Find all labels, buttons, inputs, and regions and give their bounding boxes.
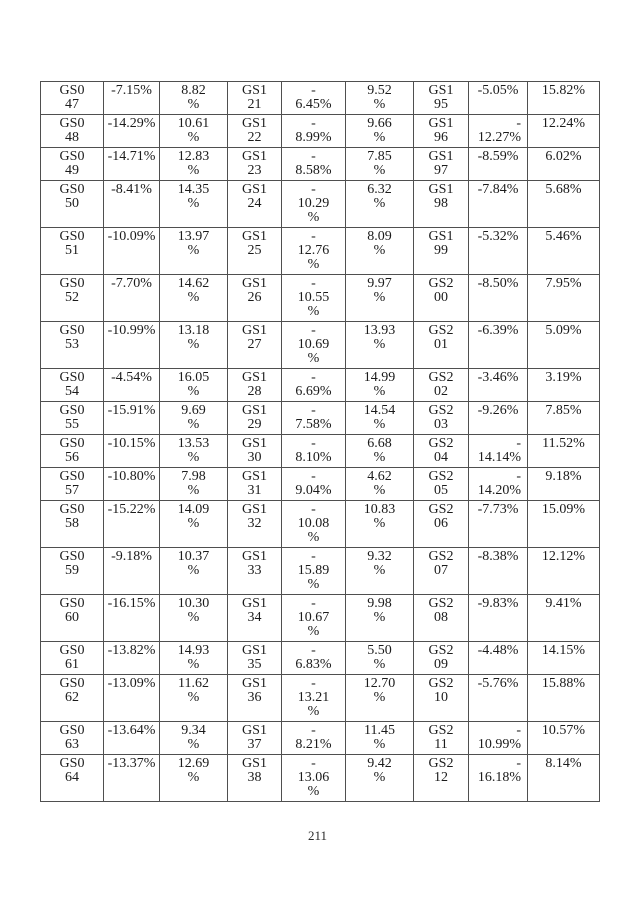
table-cell: GS1 28 (228, 369, 282, 402)
table-cell: 9.32 % (346, 548, 414, 595)
table-cell: GS0 49 (41, 148, 104, 181)
table-row (41, 148, 600, 181)
table-cell: 11.62 % (160, 675, 228, 722)
table-cell: 9.97 % (346, 275, 414, 322)
table-cell: GS1 24 (228, 181, 282, 228)
table-cell: GS0 55 (41, 402, 104, 435)
table-cell: 9.98 % (346, 595, 414, 642)
table-cell: -3.46% (469, 369, 528, 402)
table-cell: GS1 23 (228, 148, 282, 181)
table-cell: GS1 38 (228, 755, 282, 802)
table-cell: -7.73% (469, 501, 528, 548)
table-cell: GS2 00 (414, 275, 469, 322)
table-cell: GS1 21 (228, 82, 282, 115)
table-cell: - 6.45% (282, 82, 346, 115)
table-cell: GS0 58 (41, 501, 104, 548)
table-cell: 6.02% (528, 148, 600, 181)
table-cell: 9.42 % (346, 755, 414, 802)
table-cell: - 8.21% (282, 722, 346, 755)
table-cell: - 10.99% (469, 722, 528, 755)
table-row (41, 181, 600, 228)
table-cell: 5.46% (528, 228, 600, 275)
table-cell: 13.18 % (160, 322, 228, 369)
table-cell: 12.70 % (346, 675, 414, 722)
table-cell: 13.53 % (160, 435, 228, 468)
data-table-body (41, 82, 600, 802)
table-cell: GS0 54 (41, 369, 104, 402)
table-cell: GS1 27 (228, 322, 282, 369)
table-cell: - 7.58% (282, 402, 346, 435)
table-cell: 14.93 % (160, 642, 228, 675)
table-cell: 12.12% (528, 548, 600, 595)
table-cell: 13.97 % (160, 228, 228, 275)
table-cell: - 8.99% (282, 115, 346, 148)
table-row (41, 468, 600, 501)
table-cell: - 10.29 % (282, 181, 346, 228)
table-cell: 10.83 % (346, 501, 414, 548)
table-cell: -8.59% (469, 148, 528, 181)
table-cell: 7.98 % (160, 468, 228, 501)
table-cell: 14.99 % (346, 369, 414, 402)
data-table (40, 81, 600, 802)
table-cell: - 14.20% (469, 468, 528, 501)
table-cell: 5.09% (528, 322, 600, 369)
table-row (41, 322, 600, 369)
table-cell: 9.69 % (160, 402, 228, 435)
table-cell: -8.38% (469, 548, 528, 595)
table-cell: 6.32 % (346, 181, 414, 228)
table-cell: -7.70% (104, 275, 160, 322)
table-cell: -5.76% (469, 675, 528, 722)
table-cell: - 12.27% (469, 115, 528, 148)
table-cell: 9.18% (528, 468, 600, 501)
page-number: 211 (307, 828, 328, 843)
table-cell: -10.09% (104, 228, 160, 275)
table-cell: GS1 35 (228, 642, 282, 675)
table-cell: 7.95% (528, 275, 600, 322)
table-row (41, 402, 600, 435)
table-cell: -8.41% (104, 181, 160, 228)
table-cell: 5.68% (528, 181, 600, 228)
table-cell: - 13.06 % (282, 755, 346, 802)
table-cell: 10.37 % (160, 548, 228, 595)
table-cell: 11.52% (528, 435, 600, 468)
table-row (41, 595, 600, 642)
table-cell: - 10.08 % (282, 501, 346, 548)
table-cell: 5.50 % (346, 642, 414, 675)
table-cell: -9.18% (104, 548, 160, 595)
table-cell: 14.54 % (346, 402, 414, 435)
table-cell: GS1 97 (414, 148, 469, 181)
table-cell: - 10.55 % (282, 275, 346, 322)
table-cell: GS0 64 (41, 755, 104, 802)
table-cell: GS2 06 (414, 501, 469, 548)
table-cell: GS0 61 (41, 642, 104, 675)
table-cell: -4.48% (469, 642, 528, 675)
table-cell: GS1 98 (414, 181, 469, 228)
table-cell: -5.32% (469, 228, 528, 275)
table-cell: -4.54% (104, 369, 160, 402)
table-row (41, 501, 600, 548)
table-cell: 12.24% (528, 115, 600, 148)
table-cell: 8.09 % (346, 228, 414, 275)
table-cell: 10.61 % (160, 115, 228, 148)
table-cell: GS1 36 (228, 675, 282, 722)
table-cell: - 16.18% (469, 755, 528, 802)
table-cell: - 8.10% (282, 435, 346, 468)
table-row (41, 115, 600, 148)
table-cell: - 15.89 % (282, 548, 346, 595)
table-cell: 8.14% (528, 755, 600, 802)
table-cell: GS1 99 (414, 228, 469, 275)
table-cell: - 10.69 % (282, 322, 346, 369)
table-cell: -13.09% (104, 675, 160, 722)
table-cell: GS1 96 (414, 115, 469, 148)
table-cell: GS0 51 (41, 228, 104, 275)
table-cell: -8.50% (469, 275, 528, 322)
table-cell: GS0 53 (41, 322, 104, 369)
table-cell: 9.41% (528, 595, 600, 642)
table-cell: - 14.14% (469, 435, 528, 468)
table-row (41, 369, 600, 402)
table-cell: GS0 63 (41, 722, 104, 755)
table-row (41, 642, 600, 675)
table-cell: -7.15% (104, 82, 160, 115)
table-row (41, 722, 600, 755)
table-cell: -15.91% (104, 402, 160, 435)
table-cell: GS2 08 (414, 595, 469, 642)
table-cell: GS2 02 (414, 369, 469, 402)
table-cell: -10.80% (104, 468, 160, 501)
table-cell: -9.26% (469, 402, 528, 435)
table-cell: 14.09 % (160, 501, 228, 548)
table-cell: 9.52 % (346, 82, 414, 115)
table-row (41, 755, 600, 802)
table-cell: - 6.69% (282, 369, 346, 402)
table-row (41, 675, 600, 722)
table-cell: GS2 03 (414, 402, 469, 435)
table-cell: -14.71% (104, 148, 160, 181)
table-cell: - 13.21 % (282, 675, 346, 722)
table-cell: 14.62 % (160, 275, 228, 322)
table-cell: 15.82% (528, 82, 600, 115)
table-cell: GS2 05 (414, 468, 469, 501)
table-row (41, 82, 600, 115)
table-cell: -10.99% (104, 322, 160, 369)
table-cell: 10.30 % (160, 595, 228, 642)
table-cell: -13.37% (104, 755, 160, 802)
table-cell: 8.82 % (160, 82, 228, 115)
table-cell: 9.66 % (346, 115, 414, 148)
table-cell: 12.69 % (160, 755, 228, 802)
table-cell: - 9.04% (282, 468, 346, 501)
table-cell: -7.84% (469, 181, 528, 228)
table-cell: GS0 48 (41, 115, 104, 148)
table-cell: GS0 62 (41, 675, 104, 722)
table-cell: GS0 50 (41, 181, 104, 228)
table-cell: 9.34 % (160, 722, 228, 755)
table-cell: - 6.83% (282, 642, 346, 675)
table-cell: GS1 29 (228, 402, 282, 435)
table-cell: GS0 52 (41, 275, 104, 322)
table-cell: GS2 01 (414, 322, 469, 369)
table-cell: 14.15% (528, 642, 600, 675)
table-cell: 10.57% (528, 722, 600, 755)
table-cell: -14.29% (104, 115, 160, 148)
table-cell: GS0 47 (41, 82, 104, 115)
table-row (41, 548, 600, 595)
table-cell: 15.88% (528, 675, 600, 722)
table-cell: 4.62 % (346, 468, 414, 501)
table-cell: GS2 04 (414, 435, 469, 468)
table-cell: GS0 56 (41, 435, 104, 468)
table-cell: 14.35 % (160, 181, 228, 228)
table-cell: -6.39% (469, 322, 528, 369)
table-cell: 13.93 % (346, 322, 414, 369)
table-cell: -10.15% (104, 435, 160, 468)
table-row (41, 435, 600, 468)
table-cell: GS1 37 (228, 722, 282, 755)
table-cell: - 8.58% (282, 148, 346, 181)
table-cell: -9.83% (469, 595, 528, 642)
table-cell: GS0 57 (41, 468, 104, 501)
table-row (41, 275, 600, 322)
table-cell: GS2 12 (414, 755, 469, 802)
table-cell: GS1 22 (228, 115, 282, 148)
table-row (41, 228, 600, 275)
table-cell: -13.82% (104, 642, 160, 675)
table-cell: -5.05% (469, 82, 528, 115)
table-cell: GS2 10 (414, 675, 469, 722)
table-cell: GS0 60 (41, 595, 104, 642)
table-cell: GS1 95 (414, 82, 469, 115)
table-cell: GS1 26 (228, 275, 282, 322)
table-cell: GS1 32 (228, 501, 282, 548)
table-cell: 12.83 % (160, 148, 228, 181)
table-cell: -15.22% (104, 501, 160, 548)
table-cell: 3.19% (528, 369, 600, 402)
table-cell: -13.64% (104, 722, 160, 755)
table-cell: GS0 59 (41, 548, 104, 595)
table-cell: 16.05 % (160, 369, 228, 402)
table-cell: GS1 33 (228, 548, 282, 595)
table-cell: GS2 07 (414, 548, 469, 595)
table-cell: GS1 31 (228, 468, 282, 501)
table-cell: 15.09% (528, 501, 600, 548)
table-cell: GS2 11 (414, 722, 469, 755)
table-cell: GS2 09 (414, 642, 469, 675)
table-cell: GS1 34 (228, 595, 282, 642)
table-cell: 6.68 % (346, 435, 414, 468)
table-cell: - 10.67 % (282, 595, 346, 642)
table-cell: -16.15% (104, 595, 160, 642)
table-cell: 7.85 % (346, 148, 414, 181)
table-cell: GS1 25 (228, 228, 282, 275)
table-cell: - 12.76 % (282, 228, 346, 275)
table-cell: 11.45 % (346, 722, 414, 755)
table-cell: 7.85% (528, 402, 600, 435)
table-cell: GS1 30 (228, 435, 282, 468)
